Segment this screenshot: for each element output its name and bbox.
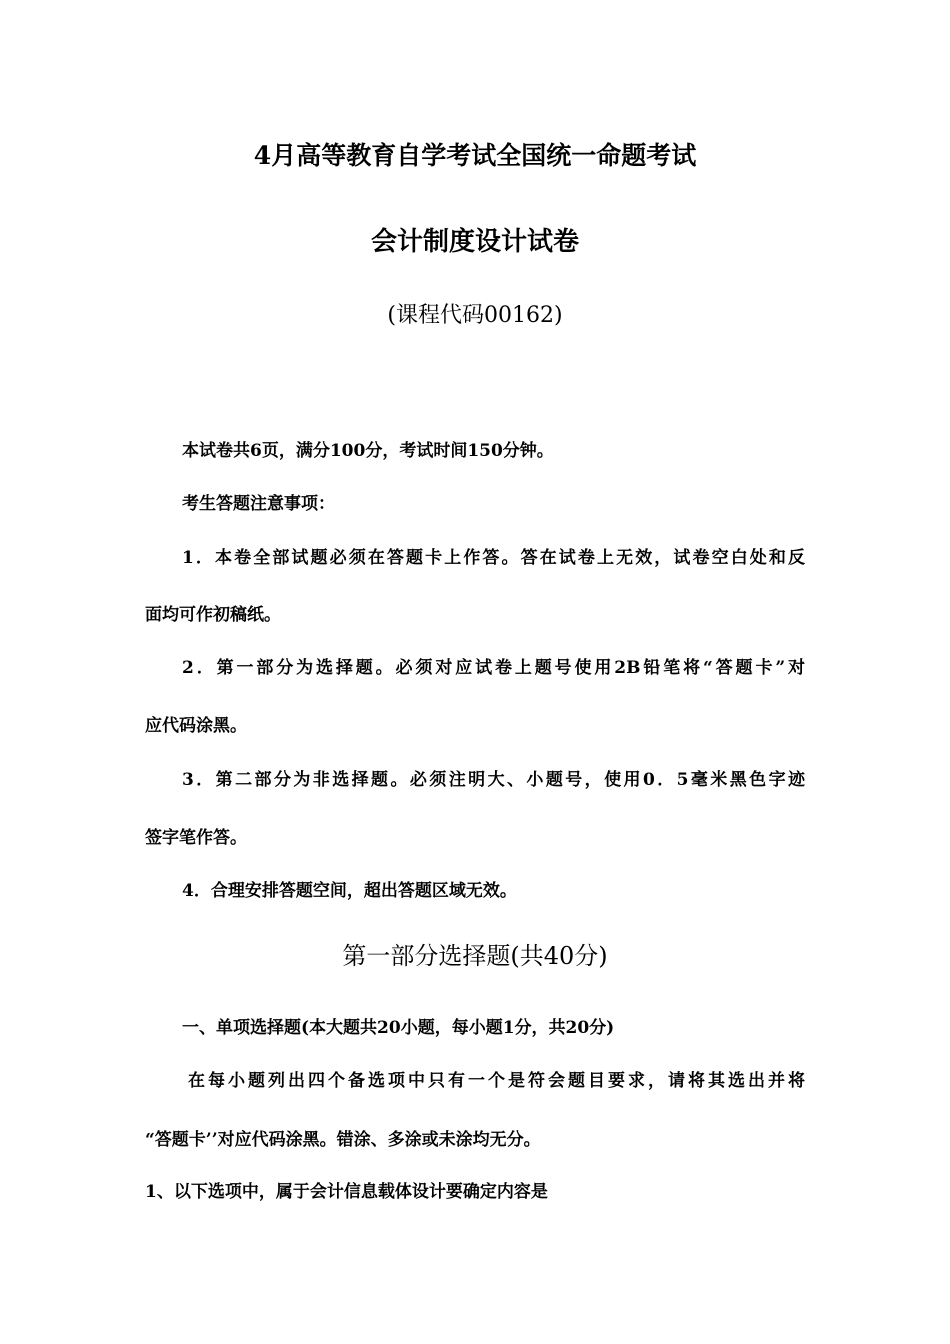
notice-heading: 考生答题注意事项： xyxy=(182,494,335,514)
note-1-line-1: 1．本卷全部试题必须在答题卡上作答。答在试卷上无效，试卷空白处和反 xyxy=(182,548,805,568)
note-2-line-1: 2．第一部分为选择题。必须对应试卷上题号使用2B铅笔将“答题卡”对 xyxy=(182,658,805,678)
course-code: (课程代码00162) xyxy=(387,303,563,328)
exam-summary: 本试卷共6页，满分100分，考试时间150分钟。 xyxy=(182,441,554,461)
note-4-line-1: 4．合理安排答题空间，超出答题区域无效。 xyxy=(182,881,517,901)
instruction-line-1: 在每小题列出四个备选项中只有一个是符会题目要求，请将其选出并将 xyxy=(188,1071,805,1091)
question-1: 1、以下选项中，属于会计信息载体设计要确定内容是 xyxy=(145,1182,548,1202)
part-one-heading: 第一部分选择题(共40分) xyxy=(342,942,608,970)
paper-title: 会计制度设计试卷 xyxy=(370,227,579,257)
exam-title: 4月高等教育自学考试全国统一命题考试 xyxy=(253,141,697,170)
instruction-line-2: “答题卡’’对应代码涂黑。错涂、多涂或未涂均无分。 xyxy=(145,1130,541,1150)
section-title: 一、单项选择题(本大题共20小题，每小题1分，共20分) xyxy=(182,1018,615,1038)
note-1-line-2: 面均可作初稿纸。 xyxy=(145,605,281,625)
note-3-line-2: 签字笔作答。 xyxy=(145,828,247,848)
note-2-line-2: 应代码涂黑。 xyxy=(145,716,247,736)
note-3-line-1: 3．第二部分为非选择题。必须注明大、小题号，使用0．5毫米黑色字迹 xyxy=(182,770,805,790)
